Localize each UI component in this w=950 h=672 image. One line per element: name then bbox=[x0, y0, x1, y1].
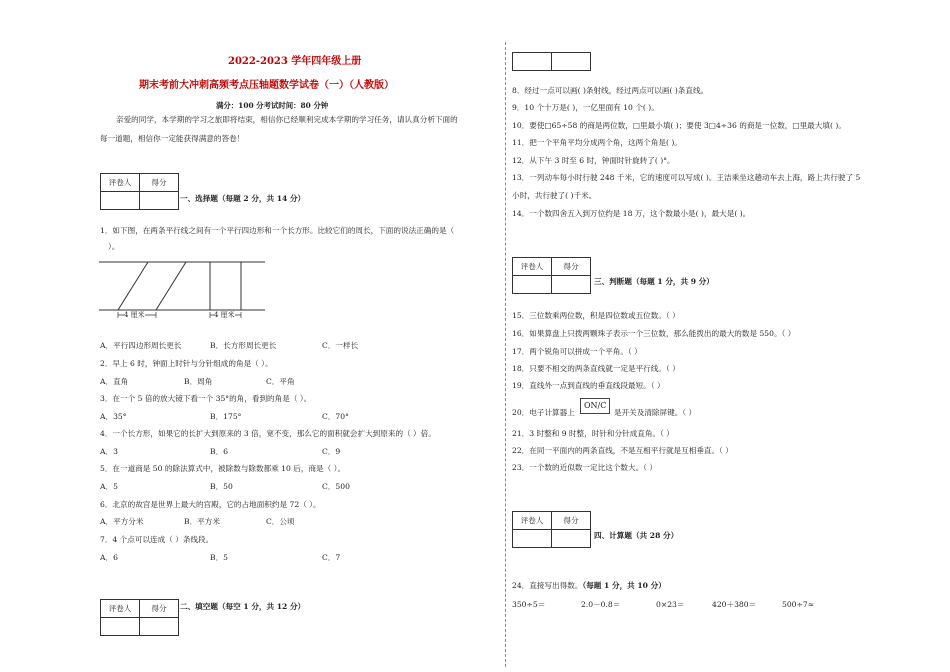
choice-q3: 3．在一个 5 倍的放大镜下看一个 35°的角，看到的角是（ ）。 bbox=[100, 394, 312, 403]
column-divider bbox=[505, 42, 506, 667]
q1-option-c[interactable]: C．一样长 bbox=[322, 341, 359, 350]
score-box-score-cell[interactable] bbox=[552, 530, 591, 548]
score-box-grader-cell[interactable] bbox=[513, 530, 552, 548]
q6-option-a[interactable]: A．平方分米 bbox=[100, 517, 144, 526]
intro-line-1: 亲爱的同学，本学期的学习之旅即将结束，相信你已经顺利完成本学期的学习任务，请认真分析下面的 bbox=[116, 115, 458, 124]
section-3-heading: 三、判断题（每题 1 分，共 9 分） bbox=[594, 277, 714, 286]
q7-option-c[interactable]: C．7 bbox=[322, 553, 341, 562]
score-box-score: 得分 bbox=[552, 258, 591, 276]
judge-q20-suffix: 是开关及清除屏键。（ ） bbox=[614, 408, 697, 417]
score-box-3 bbox=[512, 257, 591, 294]
score-box-4 bbox=[512, 511, 591, 548]
section-4-heading: 四、计算题（共 28 分） bbox=[594, 531, 679, 540]
judge-q19: 19．直线外一点到直线的垂直线段最短。（ ） bbox=[512, 381, 665, 390]
score-box-score-cell[interactable] bbox=[552, 276, 591, 294]
fill-q14: 14．一个数四舍五入到万位约是 18 万，这个数最小是( )，最大是( )。 bbox=[512, 209, 751, 218]
score-box-grader: 评卷人 bbox=[101, 174, 140, 192]
score-box-grader-cell[interactable] bbox=[513, 53, 552, 71]
score-box-score-cell[interactable] bbox=[552, 53, 591, 71]
choice-q7: 7．4 个点可以连成（ ）条线段。 bbox=[100, 535, 214, 544]
choice-q4: 4．一个长方形，如果它的长扩大到原来的 3 倍，宽不变，那么它的面积就会扩大到原来的（ ）倍。 bbox=[100, 429, 436, 438]
q7-option-a[interactable]: A．6 bbox=[100, 553, 118, 562]
calc-expr-1: 350÷5＝ bbox=[512, 600, 546, 609]
judge-q20-prefix: 20．电子计算器上 bbox=[512, 408, 575, 417]
judge-q21: 21．3 时整和 9 时整，时针和分针成直角。（ ） bbox=[512, 429, 674, 438]
q5-option-a[interactable]: A．5 bbox=[100, 482, 118, 491]
calc-expr-2: 2.0－0.8＝ bbox=[581, 600, 621, 609]
score-box-grader-cell[interactable] bbox=[101, 618, 140, 636]
q3-option-a[interactable]: A．35° bbox=[100, 412, 127, 421]
choice-q6: 6．北京的故宫是世界上最大的宫殿，它的占地面积约是 72（ ）。 bbox=[100, 500, 321, 509]
q1-figure-label-b: 4 厘米 bbox=[214, 311, 235, 319]
q4-option-c[interactable]: C．9 bbox=[322, 447, 341, 456]
choice-q2: 2．早上 6 时，钟面上时针与分针组成的角是（ ）。 bbox=[100, 359, 273, 368]
score-box-2-continued bbox=[512, 52, 591, 71]
q1-option-a[interactable]: A．平行四边形周长更长 bbox=[100, 341, 182, 350]
parallelogram-side-left bbox=[118, 262, 148, 310]
exam-title-line1: 2022-2023 学年四年级上册 bbox=[228, 56, 362, 67]
score-box-score: 得分 bbox=[140, 600, 179, 618]
q4-option-a[interactable]: A．3 bbox=[100, 447, 118, 456]
exam-title-line2: 期末考前大冲刺高频考点压轴题数学试卷（一）（人教版） bbox=[139, 80, 394, 91]
fill-q13-line2: 小时，共行驶了( )千米。 bbox=[512, 191, 597, 200]
score-box-2 bbox=[100, 599, 179, 636]
score-box-grader: 评卷人 bbox=[513, 258, 552, 276]
judge-q22: 22．在同一平面内的两条直线，不是互相平行就是互相垂直。（ ） bbox=[512, 446, 733, 455]
q5-option-b[interactable]: B．50 bbox=[210, 482, 233, 491]
calc-q24-points: （每题 1 分，共 10 分） bbox=[582, 581, 666, 590]
q1-figure-label-a: 4 厘米 bbox=[124, 311, 145, 319]
q1-option-b[interactable]: B．长方形周长更长 bbox=[210, 341, 277, 350]
q2-option-c[interactable]: C．平角 bbox=[266, 377, 295, 386]
score-box-grader-cell[interactable] bbox=[101, 192, 140, 210]
q2-option-a[interactable]: A．直角 bbox=[100, 377, 129, 386]
judge-q18: 18．只要不相交的两条直线就一定是平行线。（ ） bbox=[512, 364, 680, 373]
intro-line-2: 每一道题，相信你一定能获得满意的答卷！ bbox=[100, 134, 245, 143]
score-box-score: 得分 bbox=[140, 174, 179, 192]
fill-q12: 12．从下午 3 时至 6 时，钟面时针旋转了( )°。 bbox=[512, 156, 675, 165]
q7-option-b[interactable]: B．5 bbox=[210, 553, 229, 562]
fill-q10: 10．要使□65÷58 的商是两位数，□里最小填( )；要使 3□4÷36 的商是一位数，□里最大填( )。 bbox=[512, 121, 846, 130]
q6-option-b[interactable]: B．平方米 bbox=[184, 517, 220, 526]
score-box-score: 得分 bbox=[552, 512, 591, 530]
q6-option-c[interactable]: C．公顷 bbox=[266, 517, 295, 526]
judge-q23: 23．一个数的近似数一定比这个数大。（ ） bbox=[512, 463, 657, 472]
section-1-heading: 一、选择题（每题 2 分，共 14 分） bbox=[180, 194, 306, 203]
score-box-grader: 评卷人 bbox=[513, 512, 552, 530]
fill-q11: 11．把一个平角平均分成两个角，这两个角是( )。 bbox=[512, 138, 682, 147]
q4-option-b[interactable]: B．6 bbox=[210, 447, 229, 456]
choice-q1-line1: 1．如下图，在两条平行线之间有一个平行四边形和一个长方形。比较它们的周长，下面的说法正确的是（ bbox=[100, 226, 455, 235]
choice-q1-line2: ）。 bbox=[108, 242, 120, 251]
calc-expr-4: 420＋380＝ bbox=[712, 600, 757, 609]
calc-q24-text: 24．直接写出得数。 bbox=[512, 581, 583, 590]
fill-q8: 8．经过一点可以画( )条射线，经过两点可以画( )条直线。 bbox=[512, 86, 709, 95]
on-c-key: ON/C bbox=[580, 398, 610, 414]
parallelogram-side-right bbox=[156, 262, 186, 310]
calc-expr-3: 0×23＝ bbox=[656, 600, 685, 609]
score-box-score-cell[interactable] bbox=[140, 618, 179, 636]
calc-expr-5: 500÷7≈ bbox=[782, 600, 815, 609]
score-box-grader-cell[interactable] bbox=[513, 276, 552, 294]
q2-option-b[interactable]: B．周角 bbox=[184, 377, 213, 386]
calc-q24 bbox=[512, 581, 666, 590]
section-2-heading: 二、填空题（每空 1 分，共 12 分） bbox=[180, 602, 306, 611]
exam-subtitle: 满分：100 分考试时间：80 分钟 bbox=[216, 101, 329, 110]
q3-option-c[interactable]: C．70° bbox=[322, 412, 349, 421]
q5-option-c[interactable]: C．500 bbox=[322, 482, 350, 491]
q3-option-b[interactable]: B．175° bbox=[210, 412, 242, 421]
fill-q13-line1: 13．一列动车每小时行驶 248 千米，它的速度可以写成( )。王洁乘坐这趟动车去上海，路上共行驶了 5 bbox=[512, 173, 861, 182]
choice-q5: 5．在一道商是 50 的除法算式中，被除数与除数都乘 10 后，商是（ ）。 bbox=[100, 464, 346, 473]
judge-q16: 16．如果算盘上只拨两颗珠子表示一个三位数，那么能拨出的最大的数是 550。（ ） bbox=[512, 329, 796, 338]
fill-q9: 9．10 个十万是( )，一亿里面有 10 个( )。 bbox=[512, 103, 659, 112]
score-box-grader: 评卷人 bbox=[101, 600, 140, 618]
score-box-1 bbox=[100, 173, 179, 210]
judge-q15: 15．三位数乘两位数，积是四位数或五位数。（ ） bbox=[512, 311, 680, 320]
judge-q17: 17．两个锐角可以拼成一个平角。（ ） bbox=[512, 347, 642, 356]
score-box-score-cell[interactable] bbox=[140, 192, 179, 210]
